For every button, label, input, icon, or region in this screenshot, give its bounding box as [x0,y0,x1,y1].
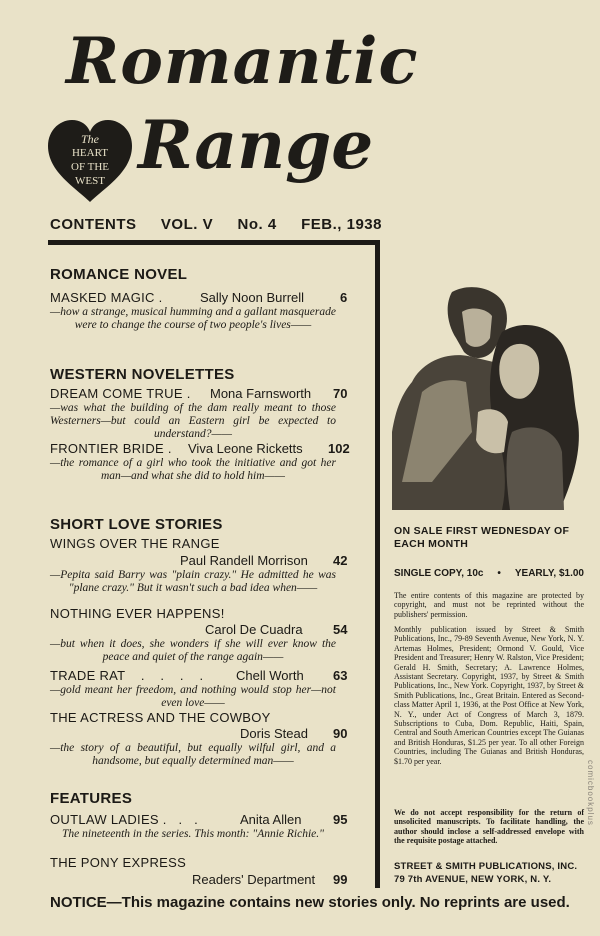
contents-bar [50,216,382,233]
entry-author: Readers' Department [192,872,316,887]
entry-page: 63 [333,668,348,683]
on-sale-notice: ON SALE FIRST WEDNESDAY OF EACH MONTH [394,525,570,550]
copyright-notice: The entire contents of this magazine are protected by copyright, and must not be reprinted without the publishers' permission. [394,591,584,619]
heart-text-ofthe: OF THE [71,161,109,173]
reprint-notice: NOTICE—This magazine contains new stories only. No reprints are used. [50,894,570,911]
entry-page: 42 [333,553,348,568]
entry-author: Carol De Cuadra [205,622,303,637]
section-heading-novelettes: WESTERN NOVELETTES [50,366,235,383]
manuscripts-notice: We do not accept responsibility for the return of unsolicited manuscripts. To facilitate handling, the author should inclose a self-addressed envelope with the requisite postage attached. [394,808,584,846]
entry-author: Sally Noon Burrell [200,290,305,305]
entry-title: FRONTIER BRIDE . [50,441,172,456]
single-copy-price: SINGLE COPY, 10c [394,568,484,579]
issue-date: FEB., 1938 [301,216,382,233]
entry-title: DREAM COME TRUE . [50,386,191,401]
entry-page: 90 [333,726,348,741]
entry-title: TRADE RAT . . . . [50,668,204,683]
frame-right-rule [375,240,380,888]
entry-page: 6 [340,290,348,305]
entry-description: —but when it does, she wonders if she will ever know the peace and quiet of the range again—— [50,638,336,663]
publisher-address: 79 7th AVENUE, NEW YORK, N. Y. [394,874,552,885]
entry-author: Doris Stead [240,726,308,741]
entry-page: 95 [333,812,348,827]
heart-text-heart: HEART [71,147,108,159]
masthead-subtitle: Range [138,106,374,184]
entry-description: —Pepita said Barry was "plain crazy." He admitted he was "plane crazy." But it wasn't such a bad idea when—— [50,569,336,594]
entry-description: —gold meant her freedom, and nothing would stop her—not even love—— [50,684,336,709]
entry-description: —the romance of a girl who took the initiative and got her man—and what she did to hold him—— [50,457,336,482]
entry-title: WINGS OVER THE RANGE [50,536,220,551]
watermark-stamp: comicbookplus [586,760,595,826]
entry-title: THE PONY EXPRESS [50,855,187,870]
entry-description: —was what the building of the dam really meant to those Westerners—but could an Eastern girl be expected to understand?—— [50,402,336,440]
publisher-name: STREET & SMITH PUBLICATIONS, INC. [394,861,578,872]
entry-description: The nineteenth in the series. This month: "Annie Richie." [62,828,324,840]
entry-title: OUTLAW LADIES . . . [50,812,199,827]
entry-description: —the story of a beautiful, but equally wilful girl, and a handsome, but equally determined man—— [50,742,336,767]
entry-author: Chell Worth [236,668,304,683]
heart-text-west: WEST [75,175,105,187]
publication-info: Monthly publication issued by Street & Smith Publications, Inc., 79-89 Seventh Avenue, New York, N. Y. Artemas Holmes, President; Ormond V. Gould, Vice President and Treasurer; Henry W. Ralston, Vice President; Gerald H. Smith, Secretary; A. Lawrence Holmes, Assistant Secretary. Copyright, 1937, by Street & Smith Publications, Inc., New York. Copyright, 1937, by Street & Smith Publications, Inc., Great Britain. Entered as Second-class Matter April 1, 1936, at the Post Office at New York, N. Y., under Act of Congress of March 3, 1879. Subscriptions to Cuba, Dom. Republic, Haiti, Spain, Central and South American Countries except The Guianas and British Honduras, $1.25 per year. To all other Foreign Countries, including The Guianas and British Honduras, $1.70 per year. [394,625,584,766]
entry-title: NOTHING EVER HAPPENS! [50,606,225,621]
frame-top-rule [48,240,380,245]
entry-title: MASKED MAGIC . [50,290,163,305]
entry-title: THE ACTRESS AND THE COWBOY [50,710,271,725]
volume-label: VOL. V [160,216,214,233]
contents-label: CONTENTS [50,216,137,233]
section-heading-short-stories: SHORT LOVE STORIES [50,516,223,533]
issue-number: No. 4 [237,216,277,233]
entry-page: 102 [328,441,350,456]
entry-author: Mona Farnsworth [210,386,312,401]
masthead-title: Romantic [66,24,419,99]
price-line [394,568,584,579]
entry-author: Anita Allen [240,812,302,827]
entry-page: 70 [333,386,348,401]
yearly-price: YEARLY, $1.00 [514,568,584,579]
heart-text-the: The [81,132,99,146]
entry-page: 99 [333,872,348,887]
couple-illustration-icon [392,282,584,510]
heart-logo-text [46,132,134,188]
entry-author: Viva Leone Ricketts [188,441,303,456]
entry-description: —how a strange, musical humming and a gallant masquerade were to change the course of two people's lives—— [50,306,336,331]
separator-dot: • [497,568,501,579]
section-heading-features: FEATURES [50,790,133,807]
section-heading-romance: ROMANCE NOVEL [50,266,188,283]
entry-page: 54 [333,622,348,637]
entry-author: Paul Randell Morrison [180,553,308,568]
